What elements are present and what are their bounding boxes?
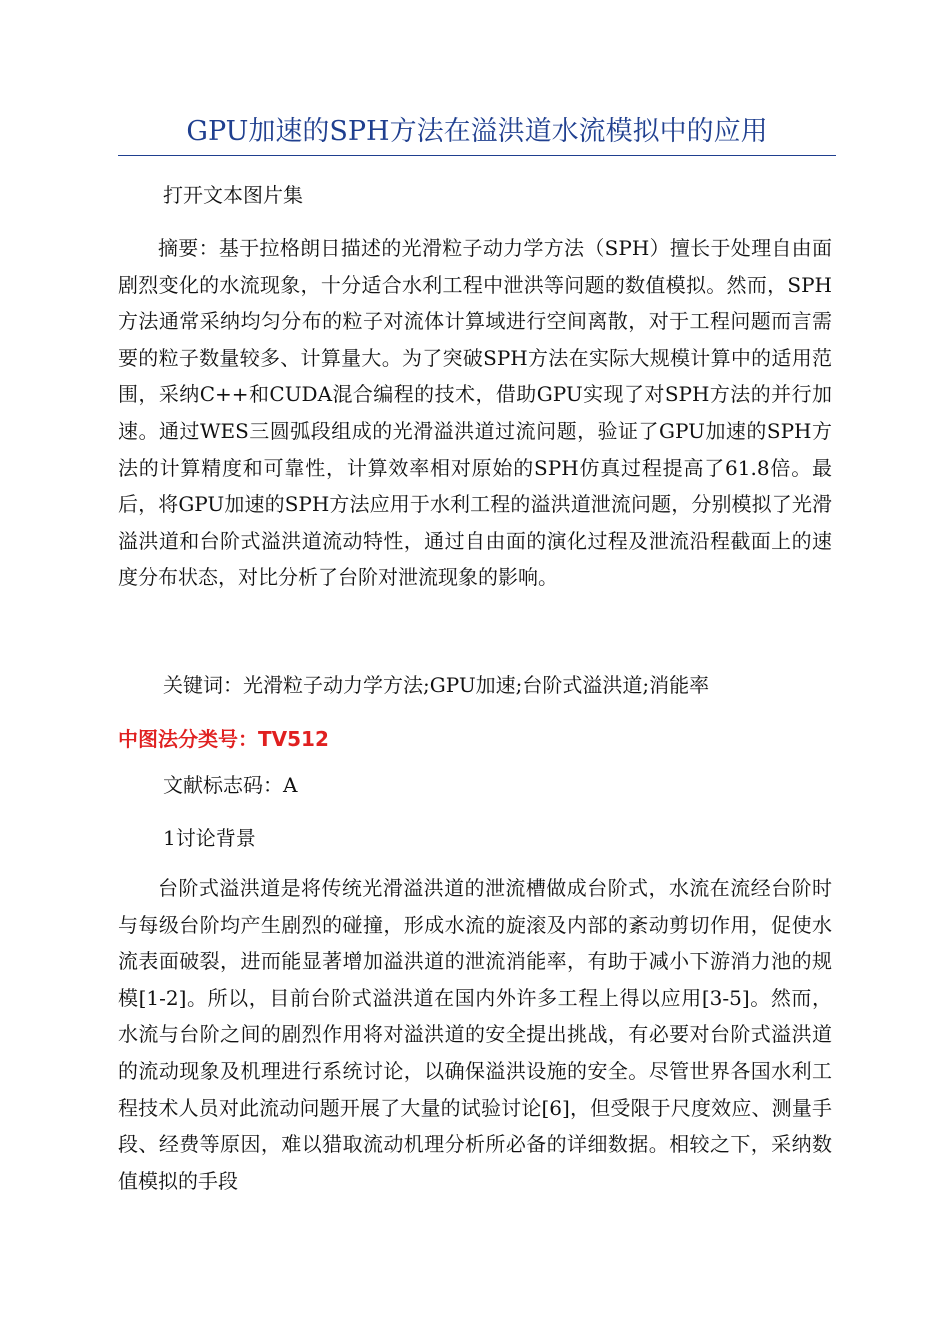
document-code: 文献标志码：A xyxy=(163,773,298,797)
section-heading: 1讨论背景 xyxy=(163,826,256,850)
title-underline xyxy=(118,155,836,156)
document-title: GPU加速的SPH方法在溢洪道水流模拟中的应用 xyxy=(186,116,768,147)
abstract-paragraph: 摘要：基于拉格朗日描述的光滑粒子动力学方法（SPH）擅长于处理自由面剧烈变化的水流现象，十分适合水利工程中泄洪等问题的数值模拟。然而，SPH方法通常采纳均匀分布的粒子对流体计算域进行空间离散，对于工程问题而言需要的粒子数量较多、计算量大。为了突破SPH方法在实际大规模计算中的适用范围，采纳C++和CUDA混合编程的技术，借助GPU实现了对SPH方法的并行加速。通过WES三圆弧段组成的光滑溢洪道过流问题，验证了GPU加速的SPH方法的计算精度和可靠性，计算效率相对原始的SPH仿真过程提高了61.8倍。最后，将GPU加速的SPH方法应用于水利工程的溢洪道泄流问题，分别模拟了光滑溢洪道和台阶式溢洪道流动特性，通过自由面的演化过程及泄流沿程截面上的速度分布状态，对比分析了台阶对泄流现象的影响。 xyxy=(118,236,832,590)
open-image-gallery-link[interactable]: 打开文本图片集 xyxy=(163,183,303,207)
keywords-line: 关键词：光滑粒子动力学方法;GPU加速;台阶式溢洪道;消能率 xyxy=(163,673,710,697)
section-body-paragraph: 台阶式溢洪道是将传统光滑溢洪道的泄流槽做成台阶式，水流在流经台阶时与每级台阶均产生剧烈的碰撞，形成水流的旋滚及内部的紊动剪切作用，促使水流表面破裂，进而能显著增加溢洪道的泄流消能率，有助于减小下游消力池的规模[1-2]。所以，目前台阶式溢洪道在国内外许多工程上得以应用[3-5]。然而，水流与台阶之间的剧烈作用将对溢洪道的安全提出挑战，有必要对台阶式溢洪道的流动现象及机理进行系统讨论，以确保溢洪设施的安全。尽管世界各国水利工程技术人员对此流动问题开展了大量的试验讨论[6]，但受限于尺度效应、测量手段、经费等原因，难以猎取流动机理分析所必备的详细数据。相较之下，采纳数值模拟的手段 xyxy=(118,876,832,1193)
classification-number: 中图法分类号：TV512 xyxy=(118,727,329,751)
